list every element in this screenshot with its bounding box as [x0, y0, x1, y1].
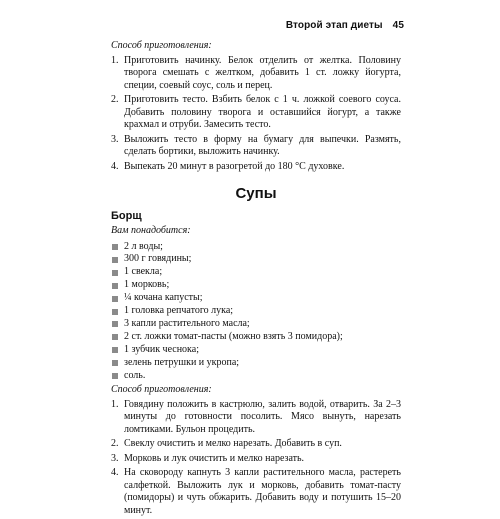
square-bullet-icon	[112, 309, 118, 315]
square-bullet-icon	[112, 347, 118, 353]
prev-step-number: 4.	[111, 160, 119, 172]
method-step-number: 3.	[111, 452, 119, 464]
ingredient-item	[111, 357, 401, 370]
ingredient-text: соль.	[124, 369, 146, 381]
method-step-number: 1.	[111, 398, 119, 410]
method-step	[111, 438, 401, 451]
section-title: Супы	[235, 185, 277, 202]
ingredient-item	[111, 305, 401, 318]
prev-step-text: Выпекать 20 минут в разогретой до 180 °С духовке.	[124, 160, 345, 172]
page-number: 45	[392, 20, 404, 31]
ingredients-label: Вам понадобится:	[111, 225, 191, 236]
prev-step-number: 3.	[111, 133, 119, 145]
square-bullet-icon	[112, 334, 118, 340]
square-bullet-icon	[112, 321, 118, 327]
method-step-number: 4.	[111, 467, 119, 479]
ingredient-item	[111, 279, 401, 292]
prev-step-text: Приготовить тесто. Взбить белок с 1 ч. ложкой соевого соуса. Добавить половину творога и оставшийся йогурт, а также крахмал и отруби. Замесить тесто.	[124, 94, 401, 130]
method-step	[111, 399, 401, 437]
ingredient-text: 300 г говядины;	[124, 253, 192, 265]
prev-step	[111, 55, 401, 93]
square-bullet-icon	[112, 360, 118, 366]
prev-step-number: 1.	[111, 54, 119, 66]
ingredient-item	[111, 344, 401, 357]
header-title: Второй этап диеты	[285, 20, 383, 31]
ingredient-item	[111, 292, 401, 305]
prev-step-text: Приготовить начинку. Белок отделить от желтка. Половину творога смешать с желтком, добавить 1 ст. ложку йогурта, специи, соевый соус, соль и перец.	[124, 54, 401, 91]
prev-step	[111, 94, 401, 132]
ingredient-text: зелень петрушки и укропа;	[124, 356, 240, 368]
method-step-text: Морковь и лук очистить и мелко нарезать.	[124, 452, 305, 464]
prev-step	[111, 161, 401, 174]
prev-method-label: Способ приготовления:	[111, 40, 212, 51]
method-step-text: Говядину положить в кастрюлю, залить водой, отварить. За 2–3 минуты до готовности посолить. Мясо вынуть, нарезать ломтиками. Бульон процедить.	[124, 398, 401, 435]
square-bullet-icon	[112, 296, 118, 302]
ingredient-item	[111, 266, 401, 279]
square-bullet-icon	[112, 257, 118, 263]
square-bullet-icon	[112, 283, 118, 289]
ingredient-item	[111, 331, 401, 344]
page-content	[111, 40, 401, 519]
prev-step-text: Выложить тесто в форму на бумагу для выпечки. Размять, сделать бортики, выложить начинку.	[124, 133, 401, 157]
prev-method-steps	[111, 55, 401, 174]
recipe-title: Борщ	[111, 210, 142, 222]
prev-step-number: 2.	[111, 94, 119, 105]
method-step-number: 2.	[111, 438, 119, 450]
ingredient-item	[111, 253, 401, 266]
ingredient-text: ¼ кочана капусты;	[124, 292, 203, 304]
ingredient-text: 1 зубчик чеснока;	[124, 343, 199, 355]
ingredient-item	[111, 318, 401, 331]
method-step	[111, 467, 401, 517]
running-header	[286, 20, 404, 31]
method-step-text: Свеклу очистить и мелко нарезать. Добавить в суп.	[124, 438, 342, 450]
ingredient-text: 3 капли растительного масла;	[124, 317, 250, 329]
ingredient-text: 2 л воды;	[124, 240, 163, 252]
ingredient-text: 1 морковь;	[124, 279, 170, 291]
prev-step	[111, 134, 401, 159]
square-bullet-icon	[112, 373, 118, 379]
method-step-text: На сковороду капнуть 3 капли растительного масла, растереть салфеткой. Выложить лук и морковь, добавить томат-пасту (помидоры) и чуть обжарить. Добавить воду и потушить 15–20 минут.	[124, 467, 401, 516]
method-step	[111, 453, 401, 466]
ingredient-text: 2 ст. ложки томат-пасты (можно взять 3 помидора);	[124, 330, 343, 342]
ingredient-text: 1 головка репчатого лука;	[124, 305, 234, 317]
ingredient-item	[111, 241, 401, 254]
square-bullet-icon	[112, 244, 118, 250]
method-label: Способ приготовления:	[111, 384, 212, 396]
ingredients-list	[111, 241, 401, 383]
square-bullet-icon	[112, 270, 118, 276]
ingredient-item	[111, 370, 401, 383]
ingredient-text: 1 свекла;	[124, 266, 163, 278]
